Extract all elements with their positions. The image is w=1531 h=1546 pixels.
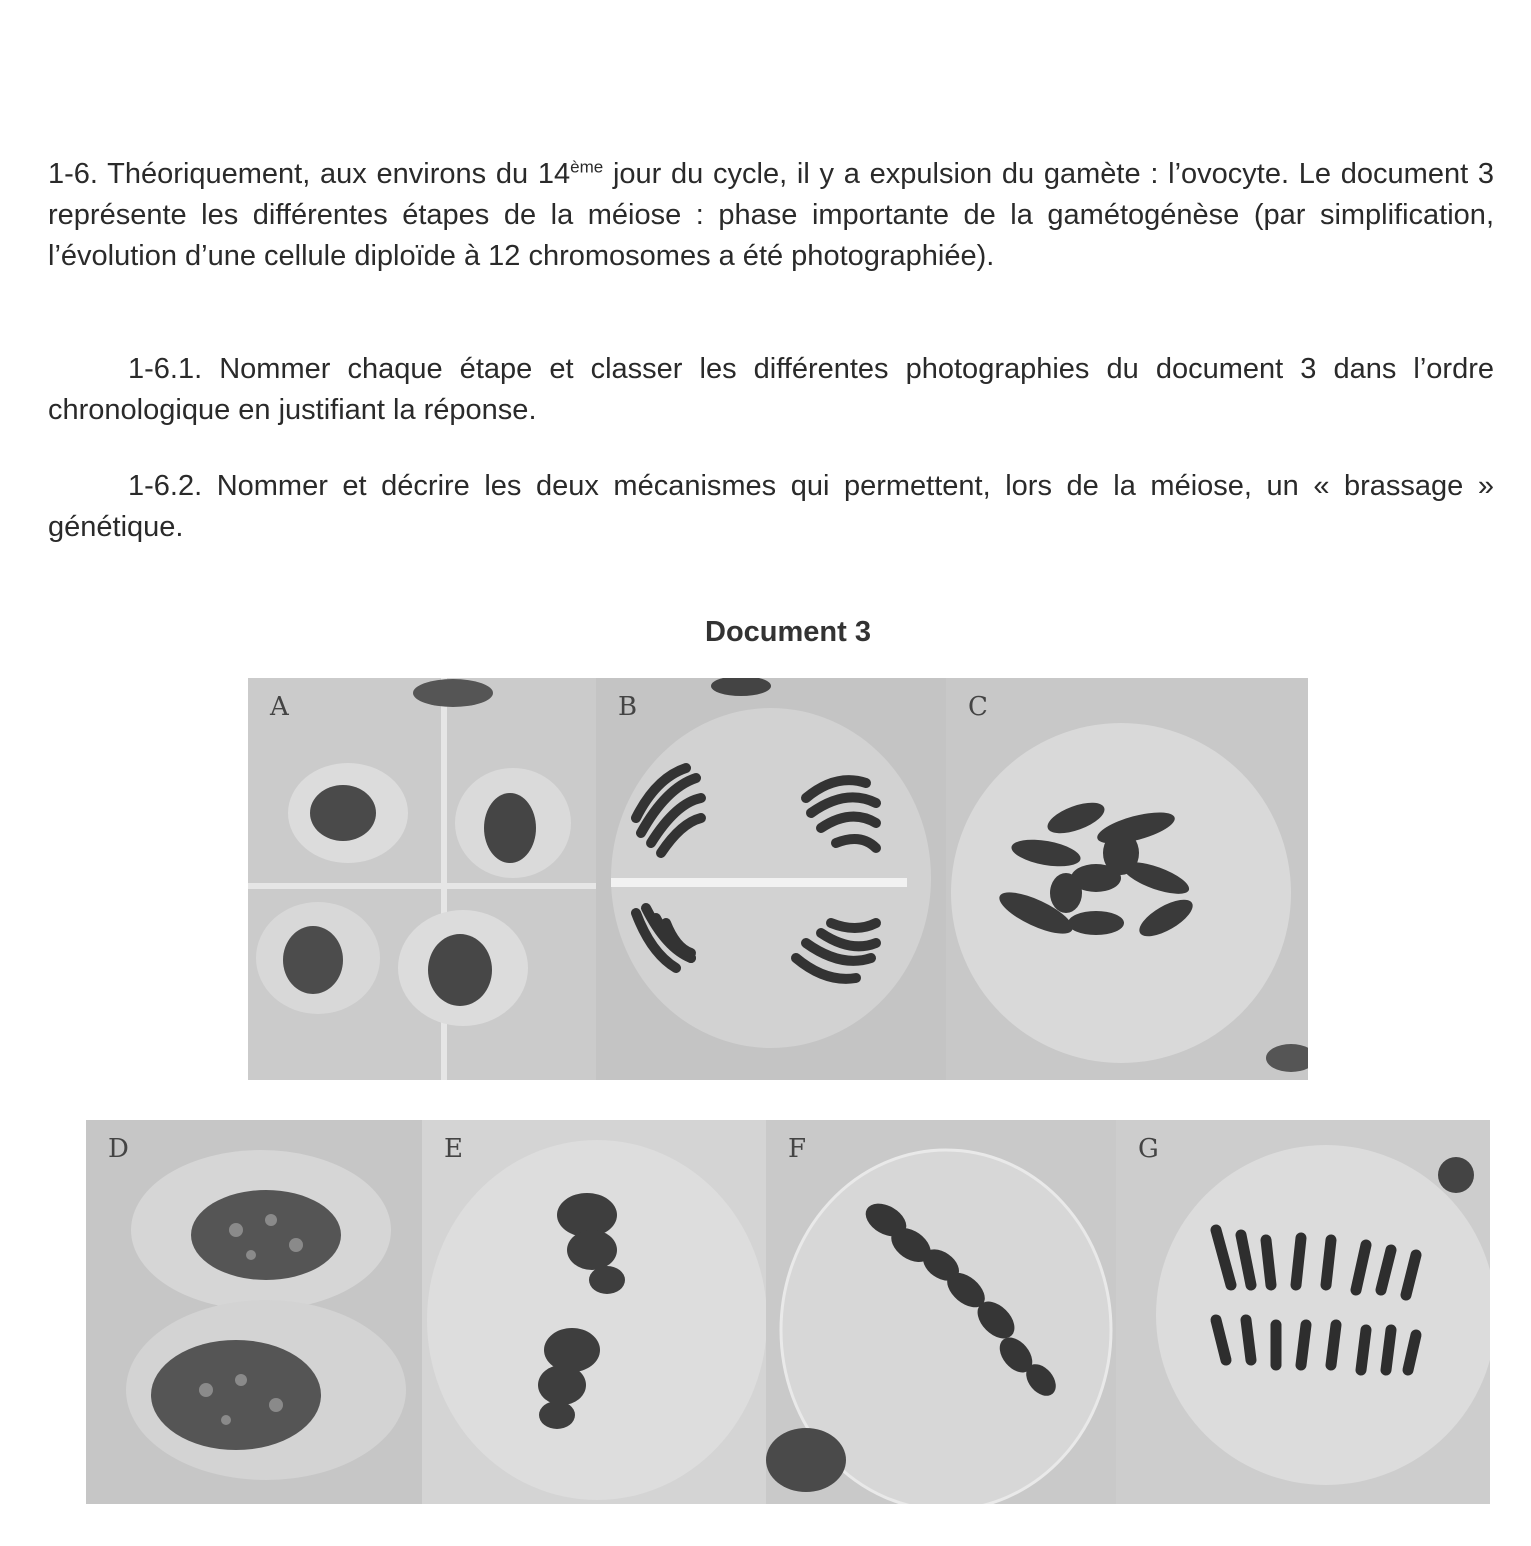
photo-f-label: F: [788, 1134, 807, 1164]
photo-d: [86, 1120, 422, 1504]
question-1-6-text: jour du cycle, il y a expulsion du gamète : l’ovocyte. Le document 3 représente les différentes étapes de la méiose : phase importante de la gamétogénèse (par simplification, l’évolution d’une cellule diploïde à 12 chromosomes a été photographiée).: [48, 158, 1494, 272]
photo-f: [766, 1120, 1116, 1504]
question-1-6-superscript: ème: [570, 157, 604, 177]
photo-g-micrograph: [1116, 1120, 1490, 1504]
question-1-6-1: [48, 349, 1494, 431]
question-1-6-1-text: 1-6.1. Nommer chaque étape et classer les différentes photographies du document 3 dans l’ordre chronologique en justifiant la réponse.: [48, 353, 1494, 426]
photo-d-label: D: [108, 1134, 129, 1164]
photo-b: [596, 678, 946, 1080]
question-1-6-2: [48, 466, 1494, 548]
photo-b-label: B: [618, 692, 638, 722]
photo-e-micrograph: [422, 1120, 766, 1504]
photo-b-micrograph: [596, 678, 946, 1080]
photo-e: [422, 1120, 766, 1504]
question-1-6-2-text: 1-6.2. Nommer et décrire les deux mécanismes qui permettent, lors de la méiose, un « brassage » génétique.: [48, 470, 1494, 543]
photo-c-label: C: [968, 692, 988, 722]
document-title: Document 3: [705, 616, 871, 648]
photo-a-label: A: [270, 692, 289, 722]
photo-e-label: E: [444, 1134, 463, 1164]
question-1-6-prefix: 1-6. Théoriquement, aux environs du 14: [48, 158, 571, 190]
question-1-6: [48, 154, 1494, 277]
photo-a-micrograph: [248, 678, 596, 1080]
photo-a: [248, 678, 596, 1080]
photo-d-micrograph: [86, 1120, 422, 1504]
photo-c-micrograph: [946, 678, 1308, 1080]
photo-c: [946, 678, 1308, 1080]
photo-g-label: G: [1138, 1134, 1159, 1164]
photo-f-micrograph: [766, 1120, 1116, 1504]
photo-g: [1116, 1120, 1490, 1504]
